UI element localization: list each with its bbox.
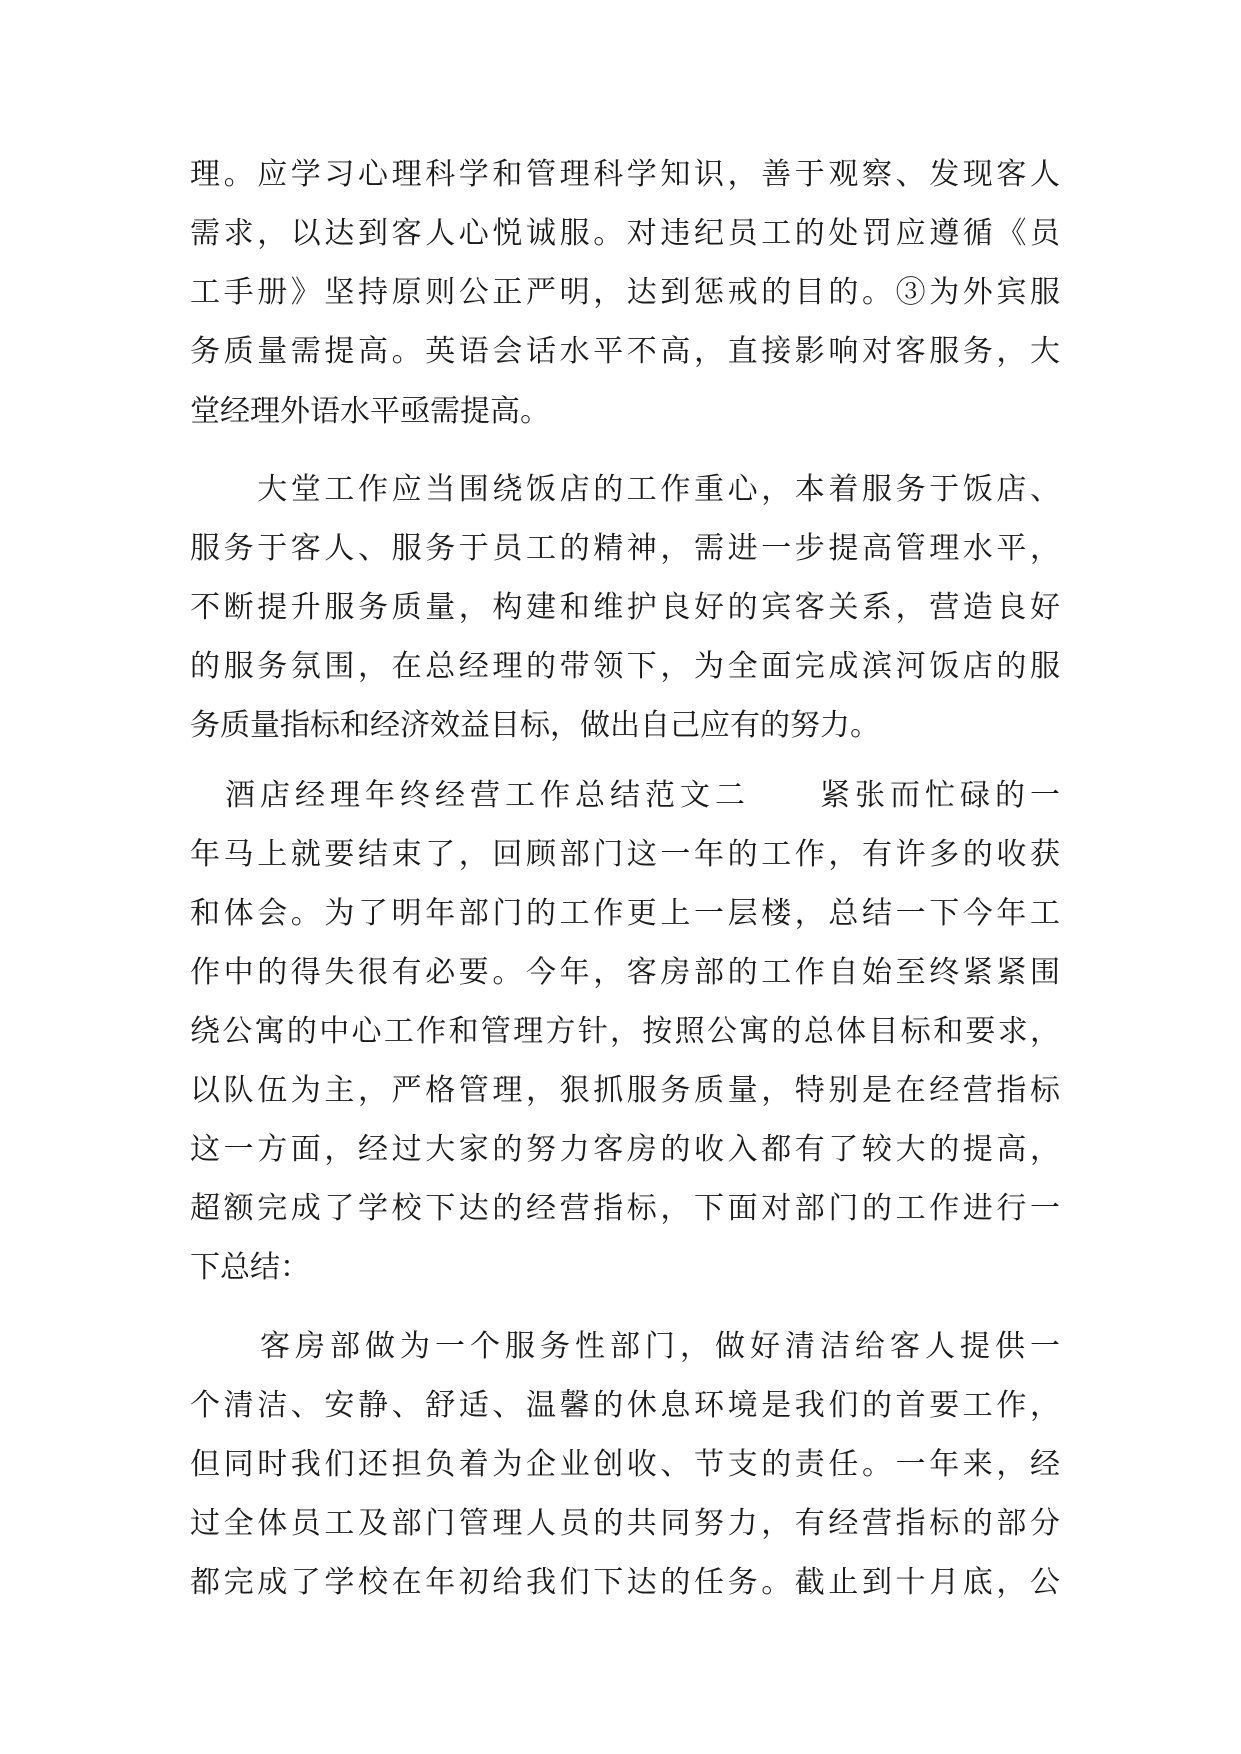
text-line: 大堂工作应当围绕饭店的工作重心，本着服务于饭店、: [190, 472, 1060, 507]
text-line: 下总结：: [190, 1250, 310, 1285]
text-line: 不断提升服务质量，构建和维护良好的宾客关系，营造良好: [190, 590, 1060, 625]
text-line: 工手册》坚持原则公正严明，达到惩戒的目的。③为外宾服: [190, 275, 1060, 310]
text-line: 超额完成了学校下达的经营指标，下面对部门的工作进行一: [190, 1191, 1060, 1226]
text-line: 年马上就要结束了，回顾部门这一年的工作，有许多的收获: [190, 837, 1060, 872]
text-line: 过全体员工及部门管理人员的共同努力，有经营指标的部分: [190, 1506, 1060, 1541]
text-line: 务质量需提高。英语会话水平不高，直接影响对客服务，大: [190, 334, 1060, 369]
text-line: 堂经理外语水平亟需提高。: [190, 394, 550, 429]
text-line: 绕公寓的中心工作和管理方针，按照公寓的总体目标和要求，: [190, 1014, 1060, 1049]
text-line: 理。应学习心理科学和管理科学知识，善于观察、发现客人: [190, 157, 1060, 192]
text-line: 和体会。为了明年部门的工作更上一层楼，总结一下今年工: [190, 896, 1060, 931]
text-line: 这一方面，经过大家的努力客房的收入都有了较大的提高，: [190, 1132, 1060, 1167]
text-line: 都完成了学校在年初给我们下达的任务。截止到十月底，公: [190, 1565, 1060, 1600]
section-heading-line: 酒店经理年终经营工作总结范文二 紧张而忙碌的一: [190, 778, 1060, 813]
text-line: 以队伍为主，严格管理，狠抓服务质量，特别是在经营指标: [190, 1073, 1060, 1108]
text-line: 但同时我们还担负着为企业创收、节支的责任。一年来，经: [190, 1447, 1060, 1482]
text-line: 的服务氛围，在总经理的带领下，为全面完成滨河饭店的服: [190, 649, 1060, 684]
text-line: 务质量指标和经济效益目标，做出自己应有的努力。: [190, 708, 880, 743]
text-line: 个清洁、安静、舒适、温馨的休息环境是我们的首要工作，: [190, 1388, 1060, 1423]
text-line: 需求，以达到客人心悦诚服。对违纪员工的处罚应遵循《员: [190, 216, 1060, 251]
text-line: 客房部做为一个服务性部门，做好清洁给客人提供一: [190, 1329, 1060, 1364]
text-line: 作中的得失很有必要。今年，客房部的工作自始至终紧紧围: [190, 955, 1060, 990]
text-line: 服务于客人、服务于员工的精神，需进一步提高管理水平，: [190, 531, 1060, 566]
